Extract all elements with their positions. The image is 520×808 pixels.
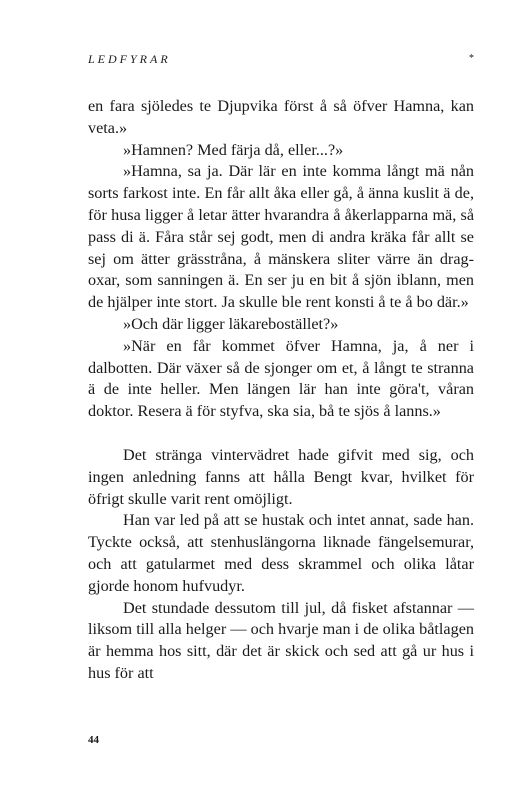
page-number: 44 <box>88 734 99 746</box>
paragraph: »Hamna, sa ja. Där lär en inte komma långt mä nån sorts farkost inte. En får allt åka eller gå, å änna kuslit ä de, för husa ligger å letar ätter hvarandra å åkerlapparna mä, så pass di ä. Fåra står sej godt, men di andra kräka får allt se sej om ätter grässtråna, å mänskera sliter värre än drag-oxar, som sanningen ä. En ser ju en bit å sjön iblann, men de hjälper inte stort. Ja skulle ble rent konsti å te å bo där.» <box>88 162 474 312</box>
paragraph: »När en får kommet öfver Hamna, ja, å ner i dalbotten. Där växer så de sjonger om et, å långt te stranna ä de inte heller. Men längen lär han inte göra't, våran doktor. Resera ä för styfva, ska sia, bå te sjös å lanns.» <box>88 336 474 421</box>
paragraph: en fara sjöledes te Djupvika först å så öfver Hamna, kan veta.» <box>88 97 474 137</box>
running-head <box>88 52 474 70</box>
paragraph: Det stränga vintervädret hade gifvit med sig, och ingen anledning fanns att hålla Bengt kvar, hvilket för öfrigt skulle varit rent omöjligt. <box>88 445 474 508</box>
paragraph: Han var led på att se hustak och intet annat, sade han. Tyckte också, att stenhuslängorna liknade fängelsemurar, och att gatularmet med dess skrammel och olika låtar gjorde honom hufvudyr. <box>88 511 474 595</box>
body-text <box>88 96 474 685</box>
running-title: LEDFYRAR <box>88 52 171 66</box>
paragraph: »Och där ligger läkarebostället?» <box>123 314 339 333</box>
paragraph: »Hamnen? Med färja då, eller...?» <box>123 140 344 159</box>
paragraph: Det stundade dessutom till jul, då fisket afstannar — liksom till alla helger — och hvarje man i de olika båtlagen är hemma hos sitt, där det är skick och sed att gå ur hus i hus för att <box>88 598 474 682</box>
ornament-mark: * <box>469 53 474 64</box>
